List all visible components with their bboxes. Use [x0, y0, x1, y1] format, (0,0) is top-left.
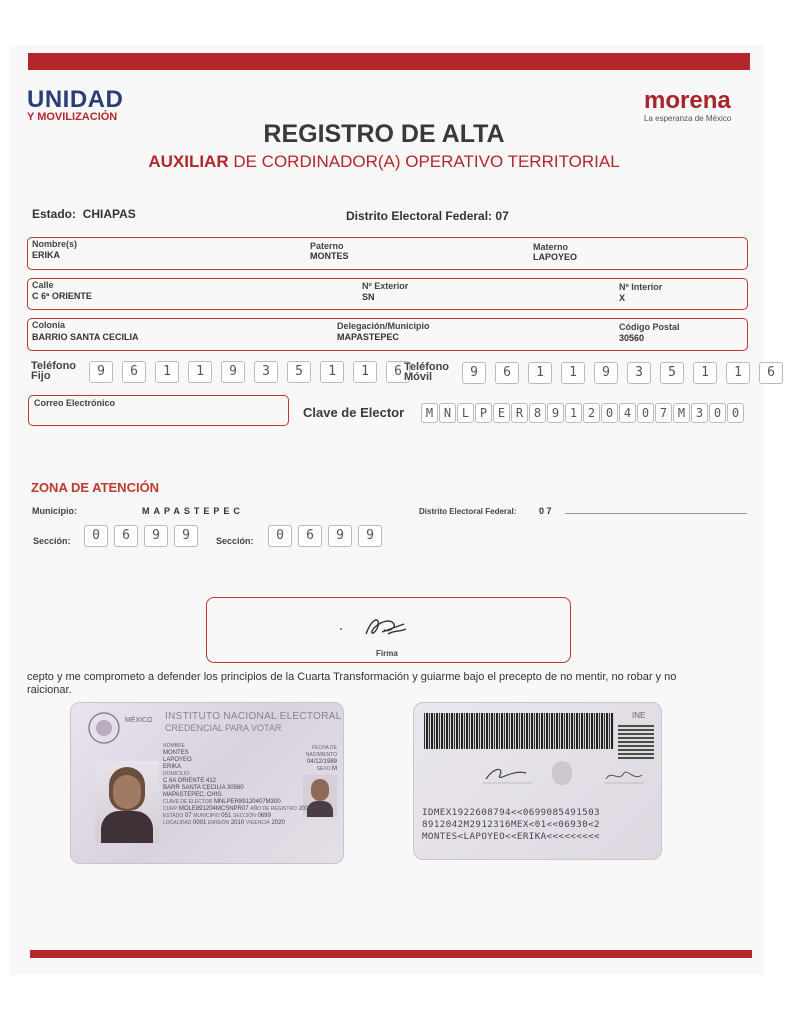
- tel-movil-digit: 1: [726, 362, 750, 384]
- ine-seccion-value: 0699: [257, 813, 271, 819]
- ine-sexo-value: M: [332, 766, 337, 772]
- zona-title: ZONA DE ATENCIÓN: [31, 480, 160, 495]
- correo-label: Correo Electrónico: [34, 398, 116, 408]
- interior-value: X: [619, 293, 626, 303]
- nombre-box[interactable]: [27, 237, 748, 270]
- ine-domicilio-3: MAPASTEPEC, CHIS.: [163, 792, 223, 798]
- tel-fijo-digit: 9: [89, 361, 113, 383]
- exterior-label: Nº Exterior: [362, 281, 409, 291]
- ine-nacimiento-label: FECHA DE NACIMIENTO: [305, 745, 337, 758]
- subtitle-bold: AUXILIAR: [148, 152, 229, 171]
- tel-movil-digit: 1: [561, 362, 585, 384]
- estado-row: [32, 207, 136, 221]
- tel-movil-label: [404, 362, 449, 382]
- pledge-line-2: raicionar.: [27, 684, 72, 696]
- interior-label: Nº Interior: [619, 282, 663, 292]
- zona-distrito-line: [565, 513, 747, 514]
- clave-elector-chars[interactable]: [421, 403, 745, 423]
- zona-distrito-label: Distrito Electoral Federal:: [419, 507, 517, 516]
- firma-label: Firma: [376, 649, 398, 658]
- tel-fijo-label-1: Teléfono: [31, 360, 77, 372]
- ine-localidad-value: 0001: [193, 820, 207, 826]
- signature-scribble-icon: [360, 612, 410, 642]
- clave-elector-char: M: [673, 403, 690, 423]
- seccion2-digit: 9: [328, 525, 352, 547]
- page-subtitle: [0, 152, 768, 172]
- ine-nombre-label: NOMBRE: [163, 743, 185, 749]
- ine-back-signature2-icon: [602, 765, 646, 787]
- nombre-value: ERIKA: [32, 250, 61, 260]
- tel-fijo-label-2: Fijo: [31, 370, 51, 382]
- estado-value: CHIAPAS: [82, 207, 136, 221]
- calle-value: C 6ª ORIENTE: [32, 291, 92, 301]
- colonia-label: Colonia: [32, 320, 65, 330]
- ine-clave-label: CLAVE DE ELECTOR: [163, 799, 213, 805]
- clave-elector-char: 0: [601, 403, 618, 423]
- ine-registro-value: 2010 01: [298, 806, 321, 812]
- tel-movil-digit: 5: [660, 362, 684, 384]
- pledge-line-1: cepto y me comprometo a defender los principios de la Cuarta Transformación y guiarme bajo el precepto de no mentir, no robar y no: [27, 671, 677, 683]
- ine-emision-value: 2010: [230, 820, 245, 826]
- clave-label: Clave de Elector: [303, 405, 405, 420]
- mrz-line-1: IDMEX1922608794<<0699085491503: [422, 807, 600, 818]
- paterno-label: Paterno: [310, 241, 344, 251]
- ine-back-mrz: [422, 807, 600, 843]
- seccion1-digit: 9: [174, 525, 198, 547]
- clave-elector-char: 7: [655, 403, 672, 423]
- ine-domicilio-2: BARR SANTA CECILIA 30560: [163, 785, 244, 791]
- ine-back-brand: INE: [632, 711, 646, 720]
- nombre-label: Nombre(s): [32, 239, 78, 249]
- ine-country: MÉXICO: [125, 717, 153, 724]
- tel-fijo-digit: 6: [122, 361, 146, 383]
- tel-fijo-digit: 1: [353, 361, 377, 383]
- seccion1-digit: 9: [144, 525, 168, 547]
- seccion1-digit: 0: [84, 525, 108, 547]
- ine-nombre-1: MONTES: [163, 750, 189, 756]
- tel-movil-digit: 1: [528, 362, 552, 384]
- unidad-logo: [27, 86, 124, 123]
- ine-back-card: [413, 702, 662, 860]
- ine-back-signature-icon: [482, 763, 532, 787]
- tel-fijo-digit: 3: [254, 361, 278, 383]
- ine-municipio-value: 051: [221, 813, 232, 819]
- ine-estado-value: 07: [184, 813, 192, 819]
- subtitle-rest: DE CORDINADOR(A) OPERATIVO TERRITORIAL: [233, 152, 620, 171]
- ine-domicilio-label: DOMICILIO: [163, 771, 190, 777]
- firma-dot: [340, 628, 342, 630]
- cp-label: Código Postal: [619, 322, 680, 332]
- top-red-bar: [28, 53, 750, 70]
- tel-fijo-digit: 1: [155, 361, 179, 383]
- clave-elector-char: 0: [637, 403, 654, 423]
- estado-label: Estado:: [32, 207, 77, 221]
- ine-vigencia-value: 2020: [271, 820, 285, 826]
- delegacion-value: MAPASTEPEC: [337, 332, 399, 342]
- delegacion-label: Delegación/Municipio: [337, 321, 430, 331]
- materno-value: LAPOYEO: [533, 252, 578, 262]
- clave-elector-char: 3: [691, 403, 708, 423]
- tel-fijo-digit: 6: [386, 361, 410, 383]
- ine-card-type: CREDENCIAL PARA VOTAR: [165, 723, 282, 733]
- tel-fijo-digit: 1: [320, 361, 344, 383]
- ine-nombre-3: ERIKA: [163, 764, 182, 770]
- tel-movil-digits[interactable]: [462, 362, 792, 384]
- pledge-text: [27, 671, 762, 697]
- ine-curp-label: CURP: [163, 806, 178, 812]
- ine-municipio-label: MUNICIPIO: [193, 813, 220, 819]
- clave-elector-char: L: [457, 403, 474, 423]
- clave-elector-char: 0: [709, 403, 726, 423]
- cp-value: 30560: [619, 333, 645, 343]
- tel-movil-digit: 6: [759, 362, 783, 384]
- clave-elector-char: P: [475, 403, 492, 423]
- exterior-value: SN: [362, 292, 375, 302]
- ine-vigencia-label: VIGENCIA: [245, 820, 270, 826]
- ine-curp-value: MOLE891204MCSNPR07: [178, 806, 249, 812]
- distrito-label: Distrito Electoral Federal:: [346, 209, 493, 223]
- seccion2-digit: 6: [298, 525, 322, 547]
- mrz-line-3: MONTES<LAPOYEO<<ERIKA<<<<<<<<<: [422, 831, 600, 842]
- clave-elector-char: 4: [619, 403, 636, 423]
- tel-fijo-digits[interactable]: [89, 361, 419, 383]
- ine-seal-icon: [87, 711, 121, 745]
- ine-localidad-label: LOCALIDAD: [163, 820, 192, 826]
- distrito-row: [346, 209, 509, 223]
- tel-fijo-digit: 5: [287, 361, 311, 383]
- ine-back-ghost-photo: [552, 761, 572, 785]
- zona-distrito-value: 0 7: [539, 506, 552, 516]
- ine-back-barcode: [424, 713, 614, 749]
- clave-elector-char: E: [493, 403, 510, 423]
- colonia-value: BARRIO SANTA CECILIA: [32, 332, 139, 342]
- clave-elector-char: 1: [565, 403, 582, 423]
- unidad-logo-line2: Y MOVILIZACIÓN: [27, 111, 118, 123]
- tel-movil-label-1: Teléfono: [404, 361, 450, 373]
- ine-sexo-label: SEXO: [316, 766, 331, 772]
- ine-nombre-2: LAPOYEO: [163, 757, 192, 763]
- morena-logo-text: morena: [644, 87, 731, 114]
- ine-institute: INSTITUTO NACIONAL ELECTORAL: [165, 711, 342, 722]
- ine-nacimiento-value: 04/12/1989: [306, 759, 337, 765]
- zona-municipio-value: MAPASTEPEC: [142, 506, 244, 516]
- ine-clave-value: MNLPER89120407M300: [213, 799, 281, 805]
- tel-fijo-digit: 9: [221, 361, 245, 383]
- ine-birth: [289, 745, 337, 773]
- distrito-value: 07: [495, 209, 509, 223]
- tel-movil-digit: 1: [693, 362, 717, 384]
- clave-elector-char: R: [511, 403, 528, 423]
- tel-movil-label-2: Móvil: [404, 371, 433, 383]
- seccion2-digit: 9: [358, 525, 382, 547]
- clave-elector-char: 0: [727, 403, 744, 423]
- ine-back-qr-icon: [618, 723, 654, 759]
- unidad-logo-line1: UNIDAD: [27, 86, 124, 113]
- tel-movil-digit: 3: [627, 362, 651, 384]
- seccion1-label: Sección:: [33, 536, 71, 546]
- clave-elector-char: M: [421, 403, 438, 423]
- zona-municipio-label: Municipio:: [32, 506, 77, 516]
- ine-photo: [95, 761, 159, 843]
- tel-fijo-label: [31, 361, 76, 381]
- ine-domicilio-1: C 6A ORIENTE 412: [163, 778, 217, 784]
- calle-label: Calle: [32, 280, 54, 290]
- tel-movil-digit: 9: [594, 362, 618, 384]
- seccion1-digit: 6: [114, 525, 138, 547]
- bottom-red-bar: [30, 950, 752, 958]
- paterno-value: MONTES: [310, 251, 349, 261]
- tel-movil-digit: 6: [495, 362, 519, 384]
- clave-elector-char: 8: [529, 403, 546, 423]
- seccion2-digit: 0: [268, 525, 292, 547]
- clave-elector-char: N: [439, 403, 456, 423]
- morena-tagline: La esperanza de México: [644, 114, 732, 123]
- morena-logo: [644, 88, 731, 123]
- seccion2-digits[interactable]: [268, 525, 388, 547]
- materno-label: Materno: [533, 242, 569, 252]
- seccion1-digits[interactable]: [84, 525, 204, 547]
- tel-fijo-digit: 1: [188, 361, 212, 383]
- seccion2-label: Sección:: [216, 536, 254, 546]
- page-title: REGISTRO DE ALTA: [263, 120, 505, 148]
- ine-seccion-label: SECCIÓN: [232, 813, 256, 819]
- tel-movil-digit: 9: [462, 362, 486, 384]
- ine-registro-label: AÑO DE REGISTRO: [250, 806, 297, 812]
- clave-elector-char: 9: [547, 403, 564, 423]
- mrz-line-2: 8912042M2912316MEX<01<<06930<2: [422, 819, 600, 830]
- ine-front-card: [70, 702, 344, 864]
- clave-elector-char: 2: [583, 403, 600, 423]
- ine-emision-label: EMISIÓN: [208, 820, 230, 826]
- ine-estado-label: ESTADO: [163, 813, 184, 819]
